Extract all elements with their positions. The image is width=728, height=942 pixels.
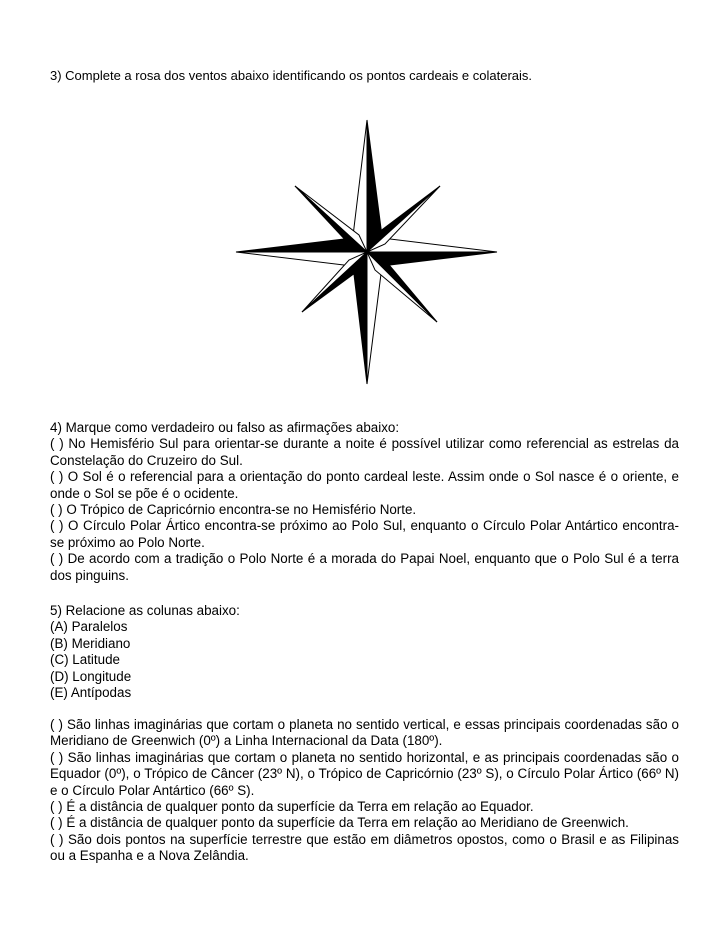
column-option: (B) Meridiano [50,635,131,651]
question-5-item: ( ) É a distância de qualquer ponto da superfície da Terra em relação ao Equador. [50,799,534,815]
question-4-item: ( ) O Trópico de Capricórnio encontra-se no Hemisfério Norte. [50,502,417,518]
question-5-statements [50,717,679,865]
question-5-title: 5) Relacione as colunas abaixo: [50,603,240,618]
question-3-prompt: 3) Complete a rosa dos ventos abaixo identificando os pontos cardeais e colaterais. [50,68,533,83]
question-4-item: ( ) De acordo com a tradição o Polo Norte é a morada do Papai Noel, enquanto que o Polo Sul é a terra dos pinguins. [50,551,679,583]
question-5-item: ( ) São linhas imaginárias que cortam o planeta no sentido vertical, e essas principais coordenadas são o Meridiano de Greenwich (0º) a Linha Internacional da Data (180º). [50,717,679,749]
column-option: (A) Paralelos [50,619,128,635]
question-5-item: ( ) É a distância de qualquer ponto da superfície da Terra em relação ao Meridiano de Greenwich. [50,815,629,831]
question-5-item: ( ) São linhas imaginárias que cortam o planeta no sentido horizontal, e as principais coordenadas são o Equador (0º), o Trópico de Câncer (23º N), o Trópico de Capricórnio (23º S), o Círculo Polar Ártico (66º N) e o Círculo Polar Antártico (66º S). [50,749,679,798]
question-4-item: ( ) No Hemisfério Sul para orientar-se durante a noite é possível utilizar como referencial as estrelas da Constelação do Cruzeiro do Sul. [50,436,679,468]
question-4-item: ( ) O Sol é o referencial para a orientação do ponto cardeal leste. Assim onde o Sol nasce é o oriente, e onde o Sol se põe é o ocidente. [50,469,679,501]
question-5-options [50,603,679,701]
question-4-item: ( ) O Círculo Polar Ártico encontra-se próximo ao Polo Sul, enquanto o Círculo Polar Antártico encontra-se próximo ao Polo Norte. [50,518,679,550]
column-option: (E) Antípodas [50,685,132,701]
question-4-title: 4) Marque como verdadeiro ou falso as afirmações abaixo: [50,420,400,435]
question-5-item: ( ) São dois pontos na superfície terrestre que estão em diâmetros opostos, como o Brasil e as Filipinas ou a Espanha e a Nova Zelândia. [50,831,679,864]
column-option: (C) Latitude [50,652,120,668]
question-4 [50,420,679,584]
compass-rose-icon [234,118,500,386]
column-option: (D) Longitude [50,668,132,684]
